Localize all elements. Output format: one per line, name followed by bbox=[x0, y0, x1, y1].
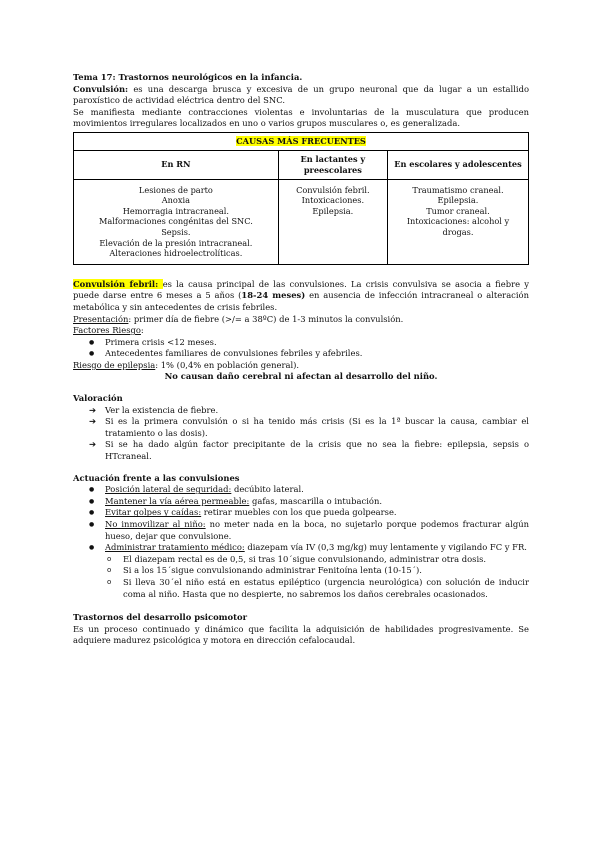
list-item: ● Mantener la vía aérea permeable: gafas, mascarilla o intubación. bbox=[73, 496, 529, 508]
desarrollo-heading: Trastornos del desarrollo psicomotor bbox=[73, 612, 247, 623]
actuacion-list bbox=[73, 484, 529, 554]
escolares-cause: Epilepsia. bbox=[437, 195, 479, 206]
convulsion-manifestation: Se manifiesta mediante contracciones violentas e involuntarias de la musculatura que producen movimientos irregulares localizados en uno o varios grupos musculares o, es generalizada. bbox=[73, 106, 529, 129]
header-rn: En RN bbox=[74, 150, 279, 179]
epilepsy-risk-line: Riesgo de epilepsia: 1% (0,4% en población general). bbox=[73, 359, 300, 370]
list-item: ● No inmovilizar al niño: no meter nada en la boca, no sujetarlo porque podemos fracturar algún hueso, dejar que convulsione. bbox=[73, 519, 529, 542]
rn-cause: Lesiones de parto bbox=[138, 184, 213, 195]
rn-cause: Elevación de la presión intracraneal. bbox=[99, 237, 253, 248]
causes-table-caption: CAUSAS MÁS FRECUENTES bbox=[74, 132, 529, 150]
header-escolares: En escolares y adolescentes bbox=[387, 150, 528, 179]
circle-bullet-icon: o bbox=[107, 554, 112, 563]
escolares-cause: Intoxicaciones: alcohol y drogas. bbox=[406, 216, 510, 237]
rn-cause: Malformaciones congénitas del SNC. bbox=[98, 216, 253, 227]
lactantes-cause: Epilepsia. bbox=[312, 205, 354, 216]
list-item: ● Administrar tratamiento médico: diazepam vía IV (0,3 mg/kg) muy lentamente y vigilando FC y FR. bbox=[73, 542, 529, 554]
list-item: ● Primera crisis <12 meses. bbox=[73, 337, 529, 349]
circle-bullet-icon: o bbox=[107, 577, 112, 586]
list-item: o El diazepam rectal es de 0,5, si tras 10´sigue convulsionando, administrar otra dosis. bbox=[107, 553, 487, 564]
causes-table bbox=[73, 132, 529, 265]
rn-cause: Sepsis. bbox=[161, 226, 191, 237]
list-item: ➔ Si se ha dado algún factor precipitante de la crisis que no sea la fiebre: epilepsia, sepsis o HTcraneal. bbox=[89, 439, 529, 462]
lactantes-cause: Intoxicaciones. bbox=[301, 195, 365, 206]
rn-causes bbox=[74, 179, 279, 264]
desarrollo-text: Es un proceso continuado y dinámico que facilita la adquisición de habilidades progresivamente. Se adquiere madurez psicológica y motora en dirección cefalocaudal. bbox=[73, 623, 529, 646]
escolares-causes bbox=[387, 179, 528, 264]
febrile-term: Convulsión febril: bbox=[73, 278, 163, 289]
presentation-line: Presentación: primer día de fiebre (>/= a 38ºC) de 1-3 minutos la convulsión. bbox=[73, 313, 404, 324]
escolares-cause: Traumatismo craneal. bbox=[412, 184, 504, 195]
list-item: o Si a los 15´sigue convulsionando administrar Fenitoína lenta (10-15´). bbox=[107, 565, 422, 576]
rn-cause: Anoxia bbox=[161, 195, 190, 206]
arrow-icon: ➔ bbox=[89, 416, 97, 427]
arrow-icon: ➔ bbox=[89, 439, 97, 450]
escolares-cause: Tumor craneal. bbox=[426, 205, 490, 216]
valoracion-heading: Valoración bbox=[73, 393, 123, 404]
arrow-icon: ➔ bbox=[89, 404, 97, 415]
list-item: ● Evitar golpes y caídas: retirar muebles con los que pueda golpearse. bbox=[73, 507, 529, 519]
warning-note: No causan daño cerebral ni afectan al desarrollo del niño. bbox=[164, 371, 438, 382]
rn-cause: Hemorragia intracraneal. bbox=[122, 205, 230, 216]
header-lactantes: En lactantes y preescolares bbox=[278, 150, 387, 179]
definition-term: Convulsión: bbox=[73, 83, 129, 94]
list-item: o Si lleva 30´el niño está en estatus epiléptico (urgencia neurológica) con solución de inducir coma al niño. Hasta que no despierte, no sabremos los daños cerebrales ocasionados. bbox=[107, 576, 529, 599]
actuacion-heading: Actuación frente a las convulsiones bbox=[73, 472, 240, 483]
lactantes-causes bbox=[278, 179, 387, 264]
risk-factors-list bbox=[73, 337, 529, 360]
valoracion-list bbox=[73, 405, 529, 463]
convulsion-definition: Convulsión: es una descarga brusca y excesiva de un grupo neuronal que da lugar a un estallido paroxístico de actividad eléctrica dentro del SNC. bbox=[73, 83, 529, 106]
rn-cause: Alteraciones hidroelectrolíticas. bbox=[109, 248, 243, 259]
page-title: Tema 17: Trastornos neurológicos en la infancia. bbox=[73, 72, 303, 82]
document-page bbox=[73, 72, 529, 647]
treatment-sublist bbox=[73, 554, 529, 600]
risk-factors-label: Factores Riesgo: bbox=[73, 325, 144, 336]
febrile-seizure-paragraph: Convulsión febril: es la causa principal de las convulsiones. La crisis convulsiva se asocia a fiebre y puede darse entre 6 meses a 5 años (18-24 meses) en ausencia de infección intracraneal o alteración metabólica y sin antecedentes de crisis febriles. bbox=[73, 278, 529, 312]
list-item: ➔ Ver la existencia de fiebre. bbox=[89, 404, 219, 415]
list-item: ● Posición lateral de seguridad: decúbito lateral. bbox=[73, 484, 529, 496]
circle-bullet-icon: o bbox=[107, 566, 112, 575]
lactantes-cause: Convulsión febril. bbox=[296, 184, 370, 195]
list-item: ➔ Si es la primera convulsión o si ha tenido más crisis (Si es la 1ª buscar la causa, cambiar el tratamiento o las dosis). bbox=[89, 416, 529, 438]
list-item: ● Antecedentes familiares de convulsiones febriles y afebriles. bbox=[73, 348, 529, 360]
